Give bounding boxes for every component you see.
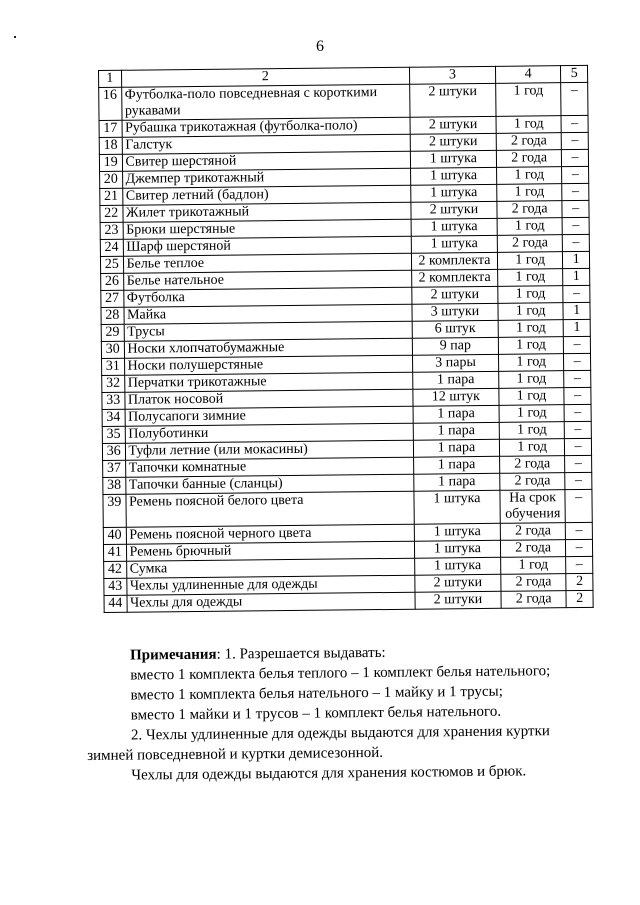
item-name: Белье теплое — [123, 253, 412, 273]
item-term: 1 год — [501, 557, 567, 575]
item-extra: 1 — [563, 268, 590, 285]
item-extra: – — [566, 522, 593, 539]
item-extra: – — [561, 82, 588, 115]
item-name: Жилет трикотажный — [122, 202, 411, 222]
row-number: 42 — [104, 561, 127, 578]
item-name: Трусы — [124, 321, 413, 341]
item-name: Майка — [123, 304, 412, 324]
item-name: Сумка — [126, 558, 415, 578]
row-number: 38 — [103, 477, 126, 494]
item-extra: 2 — [566, 573, 593, 590]
item-extra: – — [562, 149, 589, 166]
row-number: 43 — [104, 578, 127, 595]
item-name: Ремень брючный — [126, 541, 415, 561]
item-term: 1 год — [498, 320, 564, 338]
item-name: Джемпер трикотажный — [122, 168, 411, 188]
item-name: Футболка — [123, 287, 412, 307]
notes-block — [86, 641, 597, 786]
row-number: 40 — [103, 527, 126, 544]
item-quantity: 2 штуки — [411, 201, 497, 219]
item-term: 1 год — [498, 303, 564, 321]
item-term: 1 год — [496, 167, 562, 185]
item-term: 2 года — [497, 201, 563, 219]
notes-line-3: вместо 1 комплекта белья нательного – 1 майку и 1 трусы; — [130, 683, 503, 704]
item-term: 2 года — [500, 540, 566, 558]
item-name: Галстук — [122, 134, 411, 154]
notes-line-7: Чехлы для одежды выдаются для хранения костюмов и брюк. — [131, 763, 527, 784]
item-name: Тапочки комнатные — [125, 457, 414, 477]
item-term: 1 год — [498, 286, 564, 304]
page-number: 6 — [316, 38, 324, 55]
item-name: Ремень поясной белого цвета — [125, 491, 414, 527]
item-name: Тапочки банные (сланцы) — [125, 474, 414, 494]
item-extra: – — [561, 115, 588, 132]
item-quantity: 2 штуки — [410, 83, 496, 117]
row-number: 29 — [101, 324, 124, 341]
item-name: Полуботинки — [125, 423, 414, 443]
item-quantity: 6 штук — [412, 320, 498, 338]
item-term: 2 года — [500, 473, 566, 491]
item-extra: 1 — [564, 319, 591, 336]
item-quantity: 1 пара — [414, 473, 500, 491]
row-number: 35 — [102, 426, 125, 443]
item-extra: 1 — [563, 302, 590, 319]
item-extra: – — [564, 370, 591, 387]
item-extra: – — [565, 438, 592, 455]
header-col-5: 5 — [561, 65, 588, 82]
row-number: 25 — [100, 256, 123, 273]
item-quantity: 1 пара — [413, 371, 499, 389]
item-extra: – — [562, 166, 589, 183]
item-name: Платок носовой — [124, 389, 413, 409]
notes-line-1: : 1. Разрешается выдавать: — [216, 644, 386, 663]
item-quantity: 2 штуки — [415, 574, 501, 592]
item-extra: – — [562, 200, 589, 217]
row-number: 36 — [102, 443, 125, 460]
item-name: Белье нательное — [123, 270, 412, 290]
row-number: 28 — [101, 307, 124, 324]
row-number: 21 — [100, 188, 123, 205]
row-number: 33 — [102, 392, 125, 409]
item-quantity: 1 штука — [411, 218, 497, 236]
item-quantity: 3 пары — [412, 354, 498, 372]
item-extra: – — [565, 421, 592, 438]
item-term: 2 года — [501, 591, 567, 609]
row-number: 22 — [100, 205, 123, 222]
item-term: На срок обучения — [500, 490, 566, 524]
item-quantity: 2 штуки — [410, 116, 496, 134]
item-extra: – — [564, 387, 591, 404]
header-col-2: 2 — [121, 67, 410, 87]
item-name: Чехлы для одежды — [127, 592, 416, 612]
item-quantity: 12 штук — [413, 388, 499, 406]
header-col-1: 1 — [99, 70, 122, 87]
item-name: Футболка-поло повседневная с короткими рукавами — [121, 84, 410, 120]
item-quantity: 9 пар — [412, 337, 498, 355]
item-term: 1 год — [499, 439, 565, 457]
row-number: 32 — [102, 375, 125, 392]
item-quantity: 1 пара — [414, 456, 500, 474]
row-number: 24 — [100, 239, 123, 256]
item-quantity: 1 штука — [414, 490, 500, 524]
item-term: 2 года — [499, 456, 565, 474]
item-quantity: 1 пара — [413, 422, 499, 440]
item-term: 1 год — [499, 405, 565, 423]
item-name: Носки хлопчатобумажные — [124, 338, 413, 358]
item-extra: – — [563, 234, 590, 251]
notes-line-5: 2. Чехлы удлиненные для одежды выдаются для хранения куртки — [130, 723, 550, 744]
row-number: 20 — [100, 171, 123, 188]
item-name: Чехлы удлиненные для одежды — [126, 575, 415, 595]
row-number: 19 — [99, 154, 122, 171]
item-term: 2 года — [496, 133, 562, 151]
row-number: 17 — [99, 120, 122, 137]
item-name: Перчатки трикотажные — [124, 372, 413, 392]
item-extra: – — [566, 539, 593, 556]
notes-line-4: вместо 1 майки и 1 трусов – 1 комплект белья нательного. — [130, 703, 502, 724]
notes-line-2: вместо 1 комплекта белья теплого – 1 комплект белья нательного; — [130, 663, 551, 684]
item-quantity: 1 штука — [411, 235, 497, 253]
row-number: 44 — [104, 595, 127, 612]
item-quantity: 1 штука — [411, 184, 497, 202]
item-name: Шарф шерстяной — [123, 236, 412, 256]
row-number: 39 — [103, 494, 126, 527]
item-extra: – — [563, 285, 590, 302]
item-term: 1 год — [499, 371, 565, 389]
item-term: 1 год — [497, 184, 563, 202]
item-term: 2 года — [497, 235, 563, 253]
item-extra: – — [565, 472, 592, 489]
row-number: 23 — [100, 222, 123, 239]
item-term: 1 год — [498, 337, 564, 355]
item-name: Носки полушерстяные — [124, 355, 413, 375]
item-quantity: 2 комплекта — [411, 252, 497, 270]
item-quantity: 2 штуки — [412, 286, 498, 304]
row-number: 37 — [103, 460, 126, 477]
table-row — [103, 489, 592, 527]
table-row — [99, 82, 588, 120]
item-quantity: 2 комплекта — [412, 269, 498, 287]
item-term: 1 год — [497, 252, 563, 270]
item-term: 1 год — [496, 83, 562, 117]
item-term: 1 год — [499, 422, 565, 440]
item-term: 1 год — [497, 218, 563, 236]
item-term: 2 года — [500, 523, 566, 541]
header-col-4: 4 — [495, 66, 561, 84]
item-term: 2 года — [496, 150, 562, 168]
item-extra: – — [564, 353, 591, 370]
item-extra: 2 — [566, 590, 593, 607]
row-number: 16 — [99, 87, 122, 120]
item-extra: – — [562, 132, 589, 149]
item-quantity: 2 штуки — [415, 591, 501, 609]
item-name: Брюки шерстяные — [123, 219, 412, 239]
row-number: 30 — [101, 341, 124, 358]
items-table — [98, 65, 594, 613]
item-quantity: 1 штука — [414, 523, 500, 541]
row-number: 27 — [101, 290, 124, 307]
item-quantity: 1 пара — [413, 439, 499, 457]
row-number: 31 — [102, 358, 125, 375]
item-quantity: 1 штука — [414, 540, 500, 558]
item-name: Полусапоги зимние — [125, 406, 414, 426]
item-extra: – — [562, 183, 589, 200]
row-number: 18 — [99, 137, 122, 154]
item-name: Рубашка трикотажная (футболка-поло) — [122, 117, 411, 137]
item-quantity: 1 штука — [411, 167, 497, 185]
item-term: 1 год — [499, 388, 565, 406]
item-extra: – — [564, 336, 591, 353]
item-name: Свитер шерстяной — [122, 151, 411, 171]
notes-title: Примечания — [130, 646, 217, 664]
item-extra: – — [565, 455, 592, 472]
table-body — [99, 82, 593, 612]
item-quantity: 2 штуки — [410, 133, 496, 151]
item-extra: – — [564, 404, 591, 421]
item-name: Туфли летние (или мокасины) — [125, 440, 414, 460]
item-name: Ремень поясной черного цвета — [126, 524, 415, 544]
item-extra: – — [565, 489, 592, 522]
item-quantity: 1 штука — [415, 557, 501, 575]
item-term: 1 год — [498, 354, 564, 372]
row-number: 34 — [102, 409, 125, 426]
item-quantity: 1 штука — [410, 150, 496, 168]
item-term: 2 года — [501, 574, 567, 592]
header-col-3: 3 — [409, 66, 495, 84]
item-term: 1 год — [498, 269, 564, 287]
row-number: 41 — [103, 544, 126, 561]
notes-line-6: зимней повседневной и куртки демисезонной. — [87, 744, 384, 764]
item-extra: – — [562, 217, 589, 234]
item-extra: 1 — [563, 251, 590, 268]
item-name: Свитер летний (бадлон) — [122, 185, 411, 205]
item-term: 1 год — [496, 116, 562, 134]
item-extra: – — [566, 556, 593, 573]
item-quantity: 1 пара — [413, 405, 499, 423]
row-number: 26 — [101, 273, 124, 290]
item-quantity: 3 штуки — [412, 303, 498, 321]
